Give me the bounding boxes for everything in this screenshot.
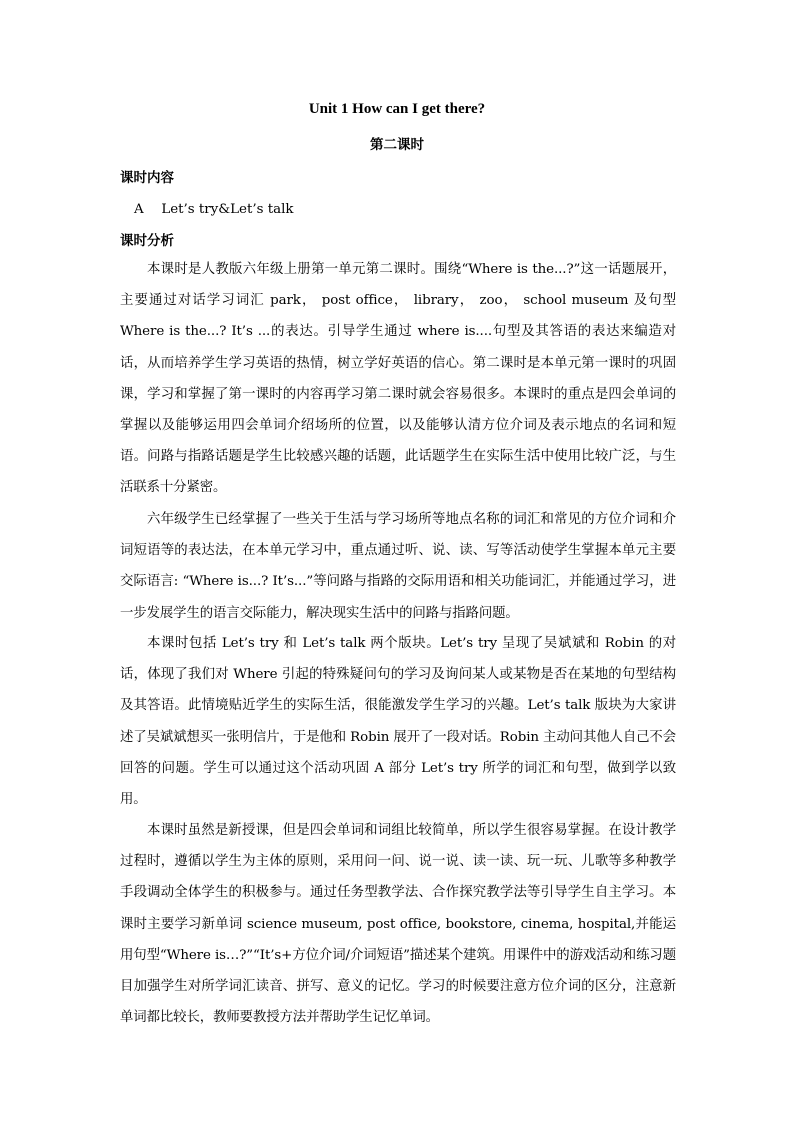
analysis-paragraph: 本课时包括 Let’s try 和 Let’s talk 两个版块。Let’s try 呈现了吴斌斌和 Robin 的对话，体现了我们对 Where 引起的特殊疑问句的学习及询问某人或某物是否在某地的句型结构及其答语。此情境贴近学生的实际生活，很能激发学生学习的兴趣。Let’s talk 版块为大家讲述了吴斌斌想买一张明信片，于是他和 Robin 展开了一段对话。Robin 主动问其他人自己不会回答的问题。学生可以通过这个活动巩固 A 部分 Let’s try 所学的词汇和句型，做到学以致用。	[120, 636, 676, 808]
lesson-content-item: A Let’s try&Let’s talk	[134, 202, 294, 217]
section-heading-analysis: 课时分析	[120, 233, 174, 249]
analysis-paragraph: 本课时虽然是新授课，但是四会单词和词组比较简单，所以学生很容易掌握。在设计教学过程时，遵循以学生为主体的原则，采用问一问、说一说、读一读、玩一玩、儿歌等多种教学手段调动全体学生的积极参与。通过任务型教学法、合作探究教学法等引导学生自主学习。本课时主要学习新单词 science museum, post office, bookstore, cinema, hospital,并能运用句型“Where is…?”“It’s+方位介词/介词短语”描述某个建筑。用课件中的游戏活动和练习题目加强学生对所学词汇读音、拼写、意义的记忆。学习的时候要注意方位介词的区分，注意新单词都比较长，教师要教授方法并帮助学生记忆单词。	[120, 823, 676, 1026]
section-heading-content: 课时内容	[120, 170, 174, 186]
lesson-subtitle: 第二课时	[370, 137, 424, 153]
document-title: Unit 1 How can I get there?	[308, 101, 486, 117]
analysis-paragraph: 本课时是人教版六年级上册第一单元第二课时。围绕“Where is the...?”这一话题展开，主要通过对话学习词汇 park， post office， library， zoo， school museum 及句型 Where is the...? It’s ...的表达。引导学生通过 where is....句型及其答语的表达来编造对话，从而培养学生学习英语的热情，树立学好英语的信心。第二课时是本单元第一课时的巩固课，学习和掌握了第一课时的内容再学习第二课时就会容易很多。本课时的重点是四会单词的掌握以及能够运用四会单词介绍场所的位置，以及能够认清方位介词及表示地点的名词和短语。问路与指路话题是学生比较感兴趣的话题，此话题学生在实际生活中使用比较广泛，与生活联系十分紧密。	[120, 262, 676, 496]
analysis-paragraph: 六年级学生已经掌握了一些关于生活与学习场所等地点名称的词汇和常见的方位介词和介词短语等的表达法，在本单元学习中，重点通过听、说、读、写等活动使学生掌握本单元主要交际语言: “Where is...? It’s...”等问路与指路的交际用语和相关功能词汇，并能通过学习，进一步发展学生的语言交际能力，解决现实生活中的问路与指路问题。	[120, 512, 676, 621]
